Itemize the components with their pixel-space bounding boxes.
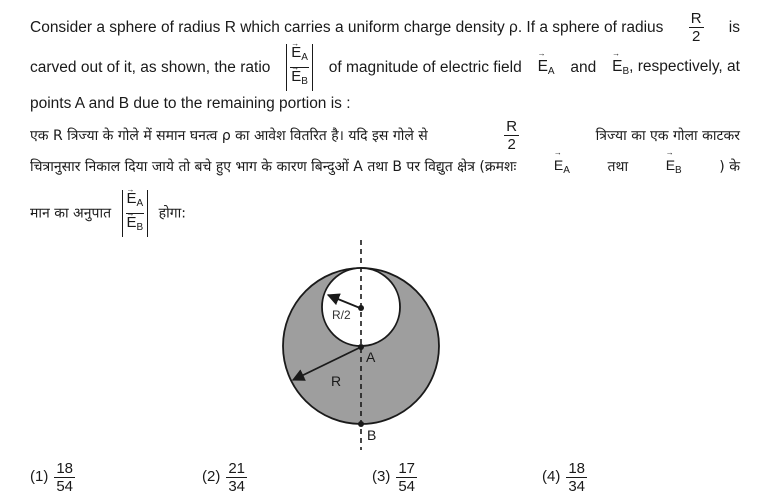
question-hi-line-3: मान का अनुपात → $E_A$ → $E_B$ होगा: (30, 190, 186, 237)
question-en-line-2: carved out of it, as shown, the ratio → $E_A$ → $E_B$ of magnitude of electric field → $E_A$ and → $E_B$, respectively, at (30, 44, 740, 91)
question-en-text-1b: is (728, 18, 740, 36)
option-2[interactable]: (2) $\frac{21}{34}$ (202, 460, 246, 495)
label-big-radius: R (331, 373, 342, 389)
question-hi-text-1a: एक R त्रिज्या के गोले में समान घनत्व ρ का आवेश वितरित है। यदि इस गोले से (30, 128, 428, 144)
question-en-text-1a: Consider a sphere of radius R which carries a uniform charge density ρ. If a sphere of radius (30, 18, 664, 36)
vector-eb-hi: → $E_B$ (666, 157, 682, 176)
question-en-text-2b: of magnitude of electric field (328, 58, 522, 76)
fraction-r-over-2-hi: $\frac{R}{2}$ (506, 118, 518, 153)
question-hi-line-2: चित्रानुसार निकाल दिया जाये तो बचे हुए भाग के कारण बिन्दुओं A तथा B पर विद्युत क्षेत्र (क्रमशः → $E_A$ तथा → $E_B$ ) के (30, 157, 740, 176)
label-point-b: B (367, 427, 377, 443)
vector-ea-hi: → $E_A$ (554, 157, 570, 176)
cavity-center-dot (358, 305, 364, 311)
option-1[interactable]: (1) $\frac{18}{54}$ (30, 460, 74, 495)
ratio-ea-over-eb: → $E_A$ → $E_B$ (286, 44, 313, 91)
label-point-a: A (366, 349, 376, 365)
ratio-ea-over-eb-hi: → $E_A$ → $E_B$ (122, 190, 149, 237)
question-hi-text-1b: त्रिज्या का एक गोला काटकर (595, 128, 740, 144)
option-4[interactable]: (4) $\frac{18}{34}$ (542, 460, 586, 495)
question-en-line-3: points A and B due to the remaining portion is : (30, 95, 351, 112)
label-small-radius: R/2 (332, 308, 351, 322)
question-hi-text-2a: चित्रानुसार निकाल दिया जाये तो बचे हुए भाग के कारण बिन्दुओं A तथा B पर विद्युत क्षेत्र (क्रमशः (30, 159, 517, 175)
vector-eb: → $E_B$, respectively, at (612, 58, 740, 77)
point-a-dot (358, 344, 364, 350)
fraction-r-over-2: $\frac{R}{2}$ (690, 10, 702, 45)
question-en-text-2a: carved out of it, as shown, the ratio (30, 58, 271, 76)
point-b-dot (358, 421, 364, 427)
option-3[interactable]: (3) $\frac{17}{54}$ (372, 460, 416, 495)
vector-ea: → $E_A$ (538, 58, 555, 77)
